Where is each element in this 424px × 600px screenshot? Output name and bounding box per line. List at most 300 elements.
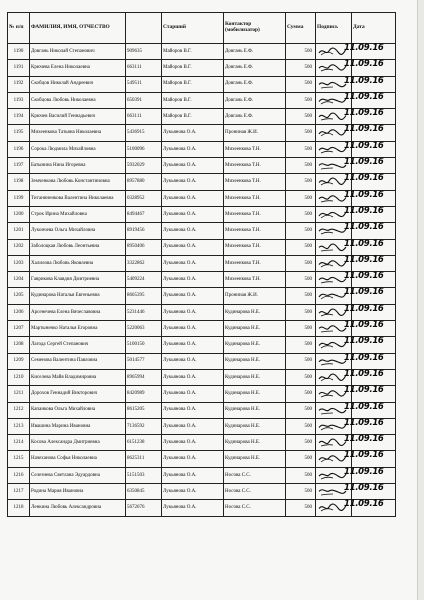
handwritten-signature: [317, 209, 347, 220]
row-num: 1210: [8, 369, 30, 385]
row-phone: 8625311: [126, 451, 162, 467]
row-senior: Лукьянова О.А.: [162, 174, 224, 190]
row-date-cell: [344, 352, 396, 369]
row-phone: 3322862: [126, 255, 162, 271]
row-sum: 500: [286, 386, 316, 402]
table-row: [8, 321, 396, 337]
handwritten-signature: [317, 111, 347, 122]
table-row: [8, 60, 396, 76]
handwritten-signature: [317, 242, 347, 253]
row-phone: 8494467: [126, 206, 162, 222]
row-phone: 650391: [126, 92, 162, 108]
row-num: 1206: [8, 304, 30, 320]
row-fio: Михеенкова Татьяна Николаевна: [30, 125, 126, 141]
row-date-cell: [344, 75, 396, 92]
row-phone: 5014577: [126, 353, 162, 369]
row-date-cell: [344, 368, 396, 385]
row-date-cell: [344, 320, 396, 337]
row-sum: 500: [286, 223, 316, 239]
row-date-cell: [344, 254, 396, 271]
handwritten-signature: [317, 176, 347, 187]
handwritten-signature: [317, 79, 347, 90]
row-num: 1208: [8, 337, 30, 353]
handwritten-signature: [317, 193, 347, 204]
handwritten-signature: [317, 453, 347, 464]
table-row: [8, 484, 396, 500]
row-contractor: Довгань Е.Ф.: [224, 109, 286, 125]
handwritten-signature: [317, 62, 347, 73]
row-date-cell: [344, 450, 396, 467]
row-sum: 500: [286, 190, 316, 206]
table-row: [8, 288, 396, 304]
row-senior: Лукьянова О.А.: [162, 206, 224, 222]
handwritten-signature: [317, 160, 347, 171]
table-row: [8, 255, 396, 271]
row-date-cell: [344, 499, 396, 516]
table-row: [8, 239, 396, 255]
row-phone: 5220063: [126, 321, 162, 337]
row-phone: 5100150: [126, 337, 162, 353]
row-contractor: Довгань Е.Ф.: [224, 76, 286, 92]
header-date: Дата: [352, 13, 396, 44]
row-date-cell: [344, 189, 396, 206]
row-fio: Капанкова Ольга Михайловна: [30, 402, 126, 418]
row-num: 1203: [8, 255, 30, 271]
row-num: 1216: [8, 467, 30, 483]
row-sum: 500: [286, 109, 316, 125]
row-fio: Строк Ирина Михайловна: [30, 206, 126, 222]
handwritten-signature: [317, 470, 347, 481]
row-sum: 500: [286, 125, 316, 141]
row-senior: Майоров В.Г.: [162, 92, 224, 108]
table-row: [8, 206, 396, 222]
row-fio: Кудинарова Наталья Евгеньевна: [30, 288, 126, 304]
row-num: 1198: [8, 174, 30, 190]
handwritten-signature: [317, 323, 347, 334]
handwritten-signature: [317, 307, 347, 318]
table-header-row: [8, 13, 396, 44]
row-contractor: Кудинарова Н.Е.: [224, 353, 286, 369]
row-senior: Лукьянова О.А.: [162, 467, 224, 483]
row-date: 11.09.16: [344, 271, 384, 282]
row-phone: 5231446: [126, 304, 162, 320]
row-fio: Мартыненко Наталья Егоровна: [30, 321, 126, 337]
header-num: № п/п: [8, 13, 30, 44]
row-phone: 5672676: [126, 500, 162, 516]
row-phone: 5932029: [126, 158, 162, 174]
row-senior: Лукьянова О.А.: [162, 500, 224, 516]
row-fio: Батынина Нина Игоревна: [30, 158, 126, 174]
handwritten-signature: [317, 356, 347, 367]
table-row: [8, 467, 396, 483]
row-fio: Довгань Николай Степанович: [30, 44, 126, 60]
row-contractor: Довгань Е.Ф.: [224, 44, 286, 60]
row-contractor: Довгань Е.Ф.: [224, 60, 286, 76]
row-num: 1209: [8, 353, 30, 369]
row-phone: 909635: [126, 44, 162, 60]
row-contractor: Михеенкова Т.Н.: [224, 190, 286, 206]
row-fio: Титаниненкова Валентина Николаевна: [30, 190, 126, 206]
row-phone: 6350845: [126, 484, 162, 500]
row-num: 1202: [8, 239, 30, 255]
row-phone: 8919456: [126, 223, 162, 239]
handwritten-signature: [317, 388, 347, 399]
row-date: 11.09.16: [344, 320, 384, 331]
handwritten-signature: [317, 405, 347, 416]
row-senior: Лукьянова О.А.: [162, 141, 224, 157]
row-date-cell: [344, 124, 396, 141]
row-contractor: Кудинарова Н.Е.: [224, 402, 286, 418]
row-fio: Халилова Любовь Яковлевна: [30, 255, 126, 271]
table-row: [8, 190, 396, 206]
row-date: 11.09.16: [344, 417, 384, 428]
row-contractor: Прониная Ж.И.: [224, 288, 286, 304]
row-contractor: Кудинарова Н.Е.: [224, 418, 286, 434]
handwritten-signature: [317, 437, 347, 448]
row-num: 1193: [8, 92, 30, 108]
row-date-cell: [344, 205, 396, 222]
header-senior: Старший: [162, 13, 224, 44]
table-row: [8, 76, 396, 92]
row-date: 11.09.16: [344, 124, 384, 135]
table-row: [8, 141, 396, 157]
row-sum: 500: [286, 44, 316, 60]
table-row: [8, 353, 396, 369]
row-sum: 500: [286, 353, 316, 369]
row-date: 11.09.16: [344, 205, 384, 216]
row-senior: Лукьянова О.А.: [162, 272, 224, 288]
row-num: 1200: [8, 206, 30, 222]
row-num: 1213: [8, 418, 30, 434]
handwritten-signature: [317, 274, 347, 285]
row-date: 11.09.16: [344, 43, 384, 53]
row-sum: 500: [286, 418, 316, 434]
row-contractor: Михеенкова Т.Н.: [224, 174, 286, 190]
row-date: 11.09.16: [344, 287, 384, 298]
row-sum: 500: [286, 76, 316, 92]
handwritten-signature: [317, 502, 347, 513]
header-signature: Подпись: [316, 13, 352, 44]
row-date: 11.09.16: [344, 352, 384, 363]
row-num: 1196: [8, 141, 30, 157]
row-sum: 500: [286, 158, 316, 174]
row-contractor: Михеенкова Т.Н.: [224, 223, 286, 239]
row-contractor: Носова С.С.: [224, 484, 286, 500]
row-date: 11.09.16: [344, 59, 384, 70]
row-senior: Лукьянова О.А.: [162, 353, 224, 369]
row-date-cell: [344, 401, 396, 418]
row-senior: Лукьянова О.А.: [162, 402, 224, 418]
row-num: 1215: [8, 451, 30, 467]
row-senior: Майоров В.Г.: [162, 60, 224, 76]
row-senior: Майоров В.Г.: [162, 109, 224, 125]
row-sum: 500: [286, 500, 316, 516]
row-sum: 500: [286, 206, 316, 222]
row-contractor: Носова С.С.: [224, 467, 286, 483]
row-num: 1201: [8, 223, 30, 239]
row-fio: Дорохов Геннадий Викторович: [30, 386, 126, 402]
row-phone: 8957880: [126, 174, 162, 190]
row-date: 11.09.16: [344, 140, 384, 151]
row-num: 1218: [8, 500, 30, 516]
table-row: [8, 337, 396, 353]
row-fio: Начеханова Софья Николаевна: [30, 451, 126, 467]
row-phone: 8965994: [126, 369, 162, 385]
row-fio: Сорока Людмила Михайловна: [30, 141, 126, 157]
row-num: 1190: [8, 44, 30, 60]
row-num: 1217: [8, 484, 30, 500]
table-row: [8, 174, 396, 190]
row-senior: Лукьянова О.А.: [162, 484, 224, 500]
row-date-cell: [344, 157, 396, 174]
row-date-cell: [344, 287, 396, 304]
row-senior: Лукьянова О.А.: [162, 418, 224, 434]
row-fio: Лагода Сергей Степанович: [30, 337, 126, 353]
table-row: [8, 272, 396, 288]
row-date-cell: [344, 59, 396, 76]
row-fio: Земченкова Любовь Константиновна: [30, 174, 126, 190]
row-phone: 5100096: [126, 141, 162, 157]
row-sum: 500: [286, 451, 316, 467]
row-date-cell: [344, 108, 396, 125]
row-date: 11.09.16: [344, 466, 384, 477]
row-date-cell: [344, 385, 396, 402]
row-phone: 6151238: [126, 435, 162, 451]
table-row: [8, 369, 396, 385]
row-sum: 500: [286, 141, 316, 157]
row-num: 1192: [8, 76, 30, 92]
table-row: [8, 386, 396, 402]
row-date: 11.09.16: [344, 368, 384, 379]
row-date: 11.09.16: [344, 75, 384, 86]
row-contractor: Кудинарова Н.Е.: [224, 304, 286, 320]
row-sum: 500: [286, 304, 316, 320]
row-date: 11.09.16: [344, 385, 384, 396]
row-date: 11.09.16: [344, 173, 384, 184]
row-fio: Крючева Елена Николаевна: [30, 60, 126, 76]
row-num: 1191: [8, 60, 30, 76]
row-phone: 663111: [126, 109, 162, 125]
row-num: 1207: [8, 321, 30, 337]
row-sum: 500: [286, 337, 316, 353]
row-date: 11.09.16: [344, 108, 384, 119]
row-senior: Лукьянова О.А.: [162, 321, 224, 337]
row-date-cell: [344, 303, 396, 320]
row-date-cell: [344, 417, 396, 434]
row-senior: Лукьянова О.А.: [162, 190, 224, 206]
handwritten-signature: [317, 290, 347, 301]
row-senior: Майоров В.Г.: [162, 76, 224, 92]
row-fio: Крючев Василий Геннадьевич: [30, 109, 126, 125]
row-fio: Ленкина Любовь Александровна: [30, 500, 126, 516]
row-date: 11.09.16: [344, 157, 384, 168]
row-sum: 500: [286, 92, 316, 108]
row-senior: Лукьянова О.А.: [162, 255, 224, 271]
row-phone: 5151503: [126, 467, 162, 483]
table-row: [8, 451, 396, 467]
row-sum: 500: [286, 467, 316, 483]
row-date: 11.09.16: [344, 401, 384, 412]
row-date-cell: [344, 271, 396, 288]
table-row: [8, 304, 396, 320]
row-date-cell: [344, 434, 396, 451]
row-date-cell: [344, 222, 396, 239]
row-num: 1214: [8, 435, 30, 451]
row-contractor: Довгань Е.Ф.: [224, 92, 286, 108]
row-contractor: Михеенкова Т.Н.: [224, 272, 286, 288]
row-senior: Лукьянова О.А.: [162, 451, 224, 467]
row-senior: Лукьянова О.А.: [162, 288, 224, 304]
row-contractor: Кудинарова Н.Е.: [224, 321, 286, 337]
row-phone: 5409224: [126, 272, 162, 288]
header-contractor: Контактор (мобилизатор): [224, 13, 286, 44]
table-row: [8, 435, 396, 451]
handwritten-signature: [317, 225, 347, 236]
row-phone: 5436915: [126, 125, 162, 141]
row-senior: Лукьянова О.А.: [162, 223, 224, 239]
row-senior: Лукьянова О.А.: [162, 158, 224, 174]
table-row: [8, 500, 396, 516]
table-row: [8, 402, 396, 418]
row-phone: 8420989: [126, 386, 162, 402]
row-sum: 500: [286, 60, 316, 76]
row-sum: 500: [286, 255, 316, 271]
row-fio: Косова Александра Дмитриевна: [30, 435, 126, 451]
row-num: 1205: [8, 288, 30, 304]
header-phone: [126, 13, 162, 44]
row-contractor: Носова С.С.: [224, 500, 286, 516]
row-date: 11.09.16: [344, 222, 384, 233]
row-date: 11.09.16: [344, 483, 384, 494]
row-senior: Лукьянова О.А.: [162, 369, 224, 385]
row-date: 11.09.16: [344, 238, 384, 249]
row-sum: 500: [286, 484, 316, 500]
header-fio: ФАМИЛИЯ, ИМЯ, ОТЧЕСТВО: [30, 13, 126, 44]
row-contractor: Кудинарова Н.Е.: [224, 369, 286, 385]
handwritten-signature: [317, 372, 347, 383]
row-fio: Лукоичева Ольга Михайловна: [30, 223, 126, 239]
handwritten-signature: [317, 144, 347, 155]
row-senior: Майоров В.Г.: [162, 44, 224, 60]
row-phone: 549511: [126, 76, 162, 92]
row-date: 11.09.16: [344, 189, 384, 200]
row-contractor: Михеенкова Т.Н.: [224, 255, 286, 271]
row-date-cell: [344, 466, 396, 483]
row-date-cell: [344, 483, 396, 500]
row-phone: 8615205: [126, 402, 162, 418]
row-date-cell: [344, 238, 396, 255]
row-contractor: Кудинарова Н.Е.: [224, 451, 286, 467]
header-sum: Сумма: [286, 13, 316, 44]
row-date: 11.09.16: [344, 254, 384, 265]
table-row: [8, 44, 396, 60]
row-fio: Селезнева Светлана Эдуардовна: [30, 467, 126, 483]
row-sum: 500: [286, 174, 316, 190]
row-sum: 500: [286, 272, 316, 288]
row-senior: Лукьянова О.А.: [162, 304, 224, 320]
row-contractor: Михеенкова Т.Н.: [224, 239, 286, 255]
row-date-cell: [344, 91, 396, 108]
row-senior: Лукьянова О.А.: [162, 386, 224, 402]
row-contractor: Михеенкова Т.Н.: [224, 141, 286, 157]
row-num: 1212: [8, 402, 30, 418]
row-contractor: Прониная Ж.И.: [224, 125, 286, 141]
row-date: 11.09.16: [344, 450, 384, 461]
row-contractor: Кудинарова Н.Е.: [224, 337, 286, 353]
row-sum: 500: [286, 321, 316, 337]
row-fio: Гаврикова Клавдия Дмитриевна: [30, 272, 126, 288]
row-sum: 500: [286, 402, 316, 418]
row-fio: Киселева Майя Владимировна: [30, 369, 126, 385]
row-fio: Семенова Валентина Павловна: [30, 353, 126, 369]
row-senior: Лукьянова О.А.: [162, 337, 224, 353]
row-contractor: Михеенкова Т.Н.: [224, 158, 286, 174]
row-phone: 7136592: [126, 418, 162, 434]
table-row: [8, 125, 396, 141]
row-date-cell: [344, 336, 396, 353]
row-contractor: Кудинарова Н.Е.: [224, 435, 286, 451]
row-num: 1204: [8, 272, 30, 288]
signature-table: [7, 12, 396, 517]
row-phone: 663111: [126, 60, 162, 76]
table-row: [8, 109, 396, 125]
handwritten-signature: [317, 486, 347, 497]
row-fio: Скобцов Николай Андреевич: [30, 76, 126, 92]
row-date: 11.09.16: [344, 336, 384, 347]
row-num: 1199: [8, 190, 30, 206]
row-date: 11.09.16: [344, 499, 384, 510]
handwritten-signature: [317, 95, 347, 106]
row-num: 1211: [8, 386, 30, 402]
handwritten-signature: [317, 127, 347, 138]
row-date-cell: [344, 173, 396, 190]
row-num: 1197: [8, 158, 30, 174]
table-row: [8, 158, 396, 174]
row-fio: Ивашина Марина Ивановна: [30, 418, 126, 434]
handwritten-signature: [317, 421, 347, 432]
table-row: [8, 223, 396, 239]
row-date: 11.09.16: [344, 91, 384, 102]
row-sum: 500: [286, 239, 316, 255]
row-date-cell: [344, 140, 396, 157]
page-edge: [417, 0, 424, 600]
row-fio: Скобцова Любовь Николаевна: [30, 92, 126, 108]
row-date: 11.09.16: [344, 434, 384, 445]
row-date-cell: [344, 43, 396, 60]
row-contractor: Михеенкова Т.Н.: [224, 206, 286, 222]
row-date: 11.09.16: [344, 303, 384, 314]
handwritten-signature: [317, 258, 347, 269]
handwritten-signature: [317, 46, 347, 57]
row-fio: Родина Мария Ивановна: [30, 484, 126, 500]
table-row: [8, 92, 396, 108]
row-phone: 8950406: [126, 239, 162, 255]
row-sum: 500: [286, 288, 316, 304]
row-num: 1195: [8, 125, 30, 141]
row-senior: Лукьянова О.А.: [162, 435, 224, 451]
row-sum: 500: [286, 369, 316, 385]
row-fio: Арсенечева Елена Вячеславовна: [30, 304, 126, 320]
row-senior: Лукьянова О.А.: [162, 239, 224, 255]
handwritten-signature: [317, 339, 347, 350]
row-phone: 8665395: [126, 288, 162, 304]
row-sum: 500: [286, 435, 316, 451]
row-fio: Заболоцкая Любовь Леонтьевна: [30, 239, 126, 255]
row-senior: Лукьянова О.А.: [162, 125, 224, 141]
row-phone: 0328952: [126, 190, 162, 206]
row-num: 1194: [8, 109, 30, 125]
row-contractor: Кудинарова Н.Е.: [224, 386, 286, 402]
